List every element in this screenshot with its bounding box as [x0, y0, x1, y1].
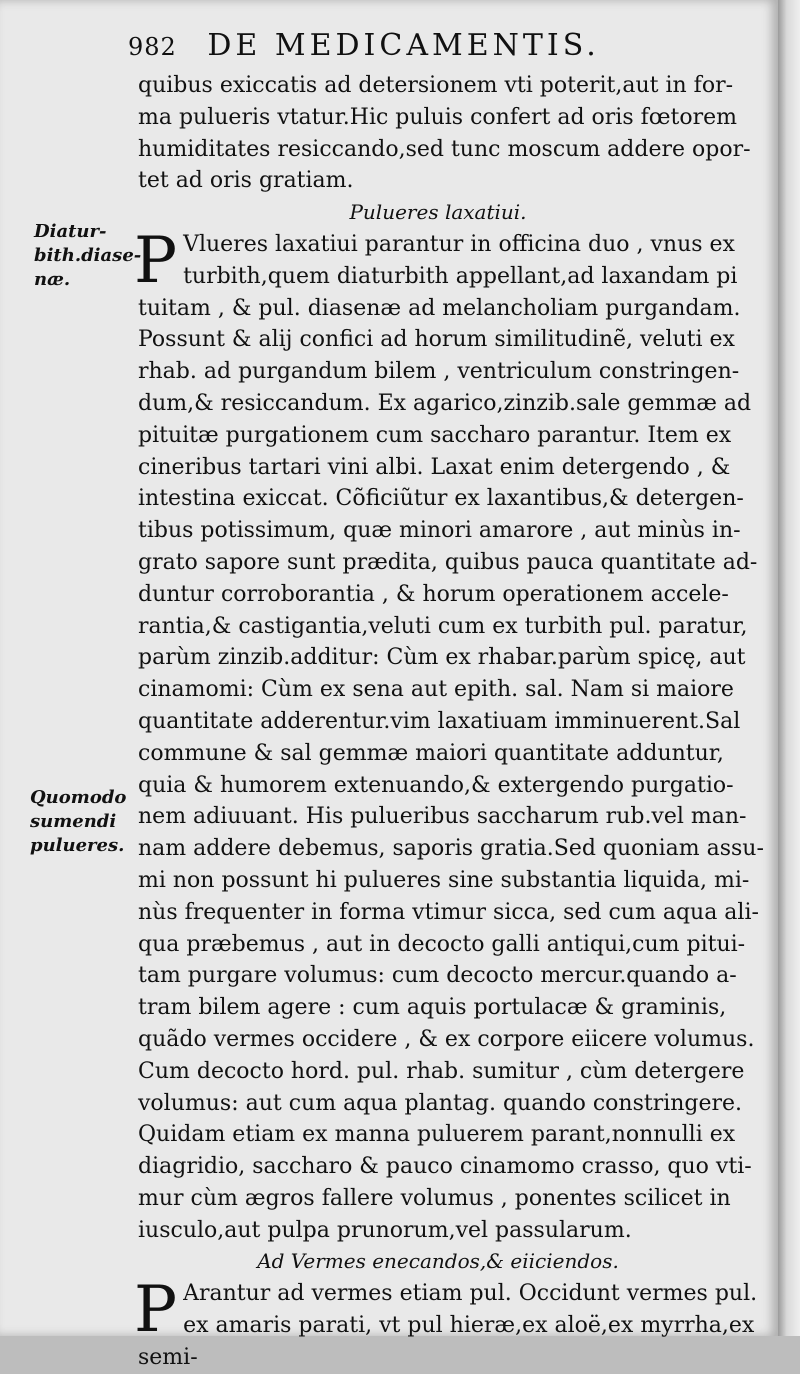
text-line: quibus exiccatis ad detersionem vti poterit,aut in for-	[138, 73, 734, 98]
page-number: 982	[128, 33, 177, 61]
text-line: tuitam , & pul. diasenæ ad melancholiam purgandam.	[138, 295, 741, 321]
margin-note-line: sumendi	[30, 811, 117, 832]
margin-note-line: Quomodo	[30, 787, 127, 808]
section-heading: Ad Vermes enecandos,& eiiciendos.	[257, 1249, 619, 1274]
text-line: pituitæ purgationem cum saccharo parantur. Item ex	[138, 422, 732, 448]
margin-note-diaturbith	[34, 220, 141, 292]
text-line: mi non possunt hi pulueres sine substantia liquida, mi-	[138, 867, 750, 893]
text-line: ma pulueris vtatur.Hic puluis confert ad oris fœtorem	[138, 104, 737, 130]
text-line: cineribus tartari vini albi. Laxat enim detergendo , &	[138, 454, 731, 480]
margin-note-line: bith.diase-	[34, 245, 142, 266]
text-line: quãdo vermes occidere , & ex corpore eiicere volumus.	[138, 1026, 755, 1052]
margin-note-line: Diatur-	[34, 221, 107, 242]
text-line: ex amaris parati, vt pul hieræ,ex aloë,ex myrrha,ex	[183, 1313, 755, 1339]
text-line: tibus potissimum, quæ minori amarore , aut minùs in-	[138, 518, 741, 544]
text-line: iusculo,aut pulpa prunorum,vel passularum.	[138, 1217, 632, 1243]
text-line: tam purgare volumus: cum decocto mercur.quando a-	[138, 963, 737, 989]
text-line: Quidam etiam ex manna puluerem parant,nonnulli ex	[138, 1122, 736, 1148]
text-line: quantitate adderentur.vim laxatiuam imminuerent.Sal	[138, 708, 741, 734]
text-line: Arantur ad vermes etiam pul. Occidunt vermes pul.	[183, 1281, 758, 1307]
page-header	[128, 28, 748, 63]
text-line: rantia,& castigantia,veluti cum ex turbith pul. paratur,	[138, 613, 748, 639]
text-line: rhab. ad purgandum bilem , ventriculum constringen-	[138, 359, 740, 385]
margin-note-quomodo	[30, 786, 126, 858]
text-body	[134, 70, 764, 1374]
text-line: tet ad oris gratiam.	[138, 168, 354, 194]
paragraph-pulueres	[134, 223, 764, 1247]
text-line: commune & sal gemmæ maiori quantitate adduntur,	[138, 740, 724, 766]
paragraph-vermes	[134, 1273, 758, 1373]
text-line: mur cùm ægros fallere volumus , ponentes scilicet in	[138, 1185, 731, 1211]
text-line: quia & humorem extenuando,& extergendo purgatio-	[138, 772, 734, 798]
margin-note-line: pulueres.	[30, 835, 125, 856]
text-line: nam addere debemus, saporis gratia.Sed quoniam assu-	[138, 836, 764, 862]
drop-cap: P	[134, 223, 178, 298]
text-line: parùm zinzib.additur: Cùm ex rhabar.parùm spicę, aut	[138, 645, 746, 671]
text-line: tram bilem agere : cum aquis portulacæ & graminis,	[138, 995, 727, 1021]
text-line: dum,& resiccandum. Ex agarico,zinzib.sale gemmæ ad	[138, 390, 752, 416]
margin-note-line: næ.	[34, 269, 71, 290]
text-line: Vlueres laxatiui parantur in officina duo , vnus ex	[183, 231, 735, 257]
text-line: nùs frequenter in forma vtimur sicca, sed cum aqua ali-	[138, 899, 759, 925]
text-line: humiditates resiccando,sed tunc moscum addere opor-	[138, 136, 751, 162]
text-line: volumus: aut cum aqua plantag. quando constringere.	[138, 1090, 743, 1116]
text-line: intestina exiccat. Cõficiũtur ex laxantibus,& detergen-	[138, 486, 744, 512]
drop-cap: P	[134, 1273, 178, 1348]
page-edge	[778, 0, 800, 1336]
text-line: grato sapore sunt prædita, quibus pauca quantitate ad-	[138, 549, 758, 575]
text-line: qua præbemus , aut in decocto galli antiqui,cum pitui-	[138, 931, 746, 957]
text-line: Cum decocto hord. pul. rhab. sumitur , cùm detergere	[138, 1058, 745, 1084]
text-line: Possunt & alij confici ad horum similitudinẽ, veluti ex	[138, 327, 735, 353]
text-line: cinamomi: Cùm ex sena aut epith. sal. Nam si maiore	[138, 677, 734, 703]
text-line: nem adiuuant. His pulueribus saccharum rub.vel man-	[138, 804, 747, 830]
text-line: turbith,quem diaturbith appellant,ad laxandam pi	[183, 263, 738, 289]
paragraph-continuation	[138, 70, 751, 197]
running-title: DE MEDICAMENTIS.	[207, 28, 600, 63]
text-line: diagridio, saccharo & pauco cinamomo crasso, quo vti-	[138, 1154, 752, 1180]
section-heading: Pulueres laxatiui.	[349, 200, 527, 225]
text-line: duntur corroborantia , & horum operationem accele-	[138, 581, 729, 607]
text-line: semi-	[138, 1344, 198, 1370]
